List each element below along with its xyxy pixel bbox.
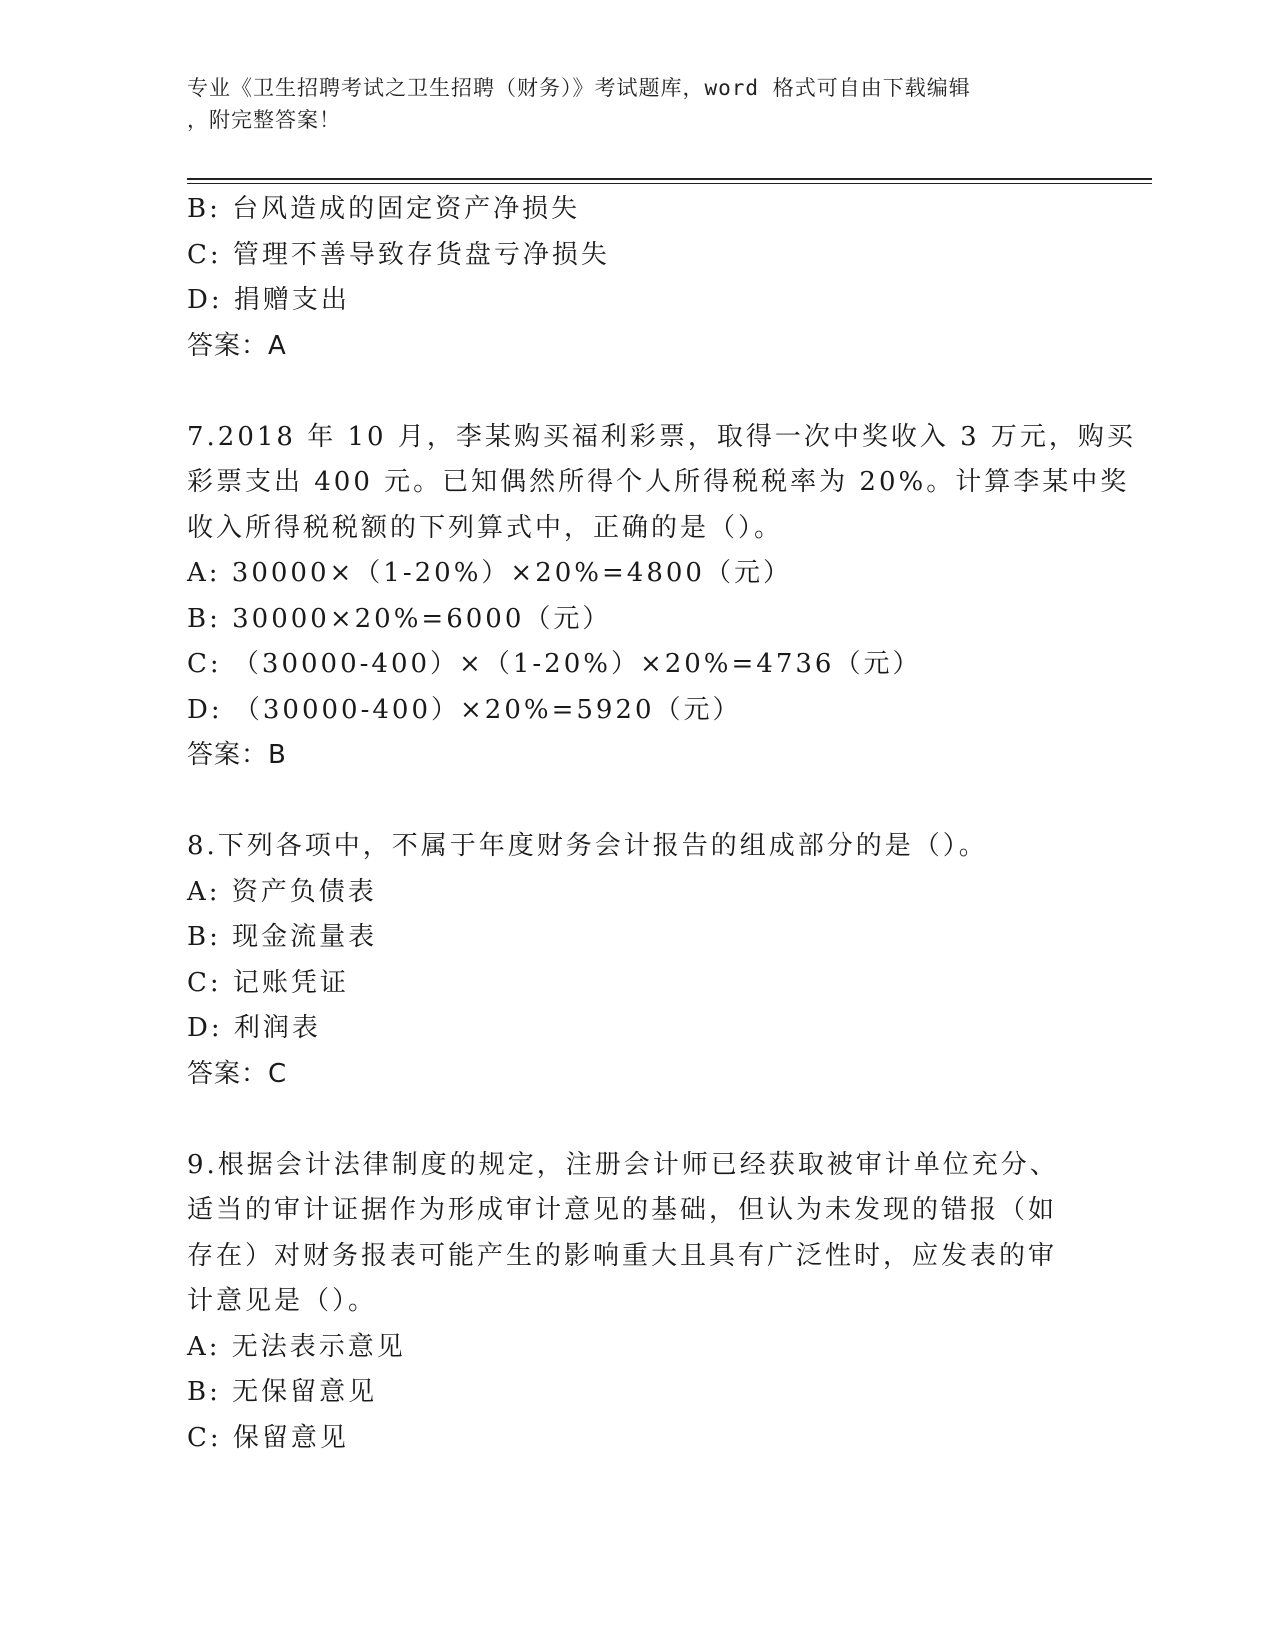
q8-answer: 答案：C [187,1058,288,1089]
header-line-1: 专业《卫生招聘考试之卫生招聘（财务）》考试题库，word 格式可自由下载编辑 [187,76,971,100]
q6-option-b: B: 台风造成的固定资产净损失 [187,194,581,224]
q6-option-c: C: 管理不善导致存货盘亏净损失 [187,239,610,270]
q7-stem-line-2: 彩票支出 400 元。已知偶然所得个人所得税税率为 20%。计算李某中奖 [187,467,1130,497]
q9-stem-line-2: 适当的审计证据作为形成审计意见的基础，但认为未发现的错报（如 [187,1195,1058,1225]
spacer [187,779,1087,825]
q9-option-a: A: 无法表示意见 [187,1331,406,1362]
header-line-2: ，附完整答案！ [187,108,341,132]
q7-answer: 答案：B [187,740,287,770]
question-7 [187,415,1136,779]
q9-option-c: C: 保留意见 [187,1422,349,1453]
q9-stem-line-3: 存在）对财务报表可能产生的影响重大且具有广泛性时，应发表的审 [187,1240,1058,1271]
q7-option-c: C: （30000-400）×（1-20%）×20%=4736（元） [187,649,922,679]
q7-stem-line-1: 7.2018 年 10 月，李某购买福利彩票，取得一次中奖收入 3 万元，购买 [187,421,1136,452]
header-divider-thin [187,183,1152,184]
q7-option-b: B: 30000×20%=6000（元） [187,603,612,634]
q7-option-d: D: （30000-400）×20%=5920（元） [187,694,742,725]
q8-stem-line-1: 8.下列各项中，不属于年度财务会计报告的组成部分的是（）。 [187,831,988,861]
q7-option-a: A: 30000×（1-20%）×20%=4800（元） [187,558,792,588]
spacer [187,369,1087,415]
document-body [187,187,1136,1461]
q9-stem-line-1: 9.根据会计法律制度的规定，注册会计师已经获取被审计单位充分、 [187,1149,1059,1180]
q6-answer: 答案：A [187,330,287,361]
document-header [187,72,1067,136]
q8-option-b: B: 现金流量表 [187,922,378,952]
q9-stem-line-4: 计意见是（）。 [187,1286,378,1316]
q6-option-d: D: 捐赠支出 [187,285,350,315]
q9-option-b: B: 无保留意见 [187,1377,378,1407]
question-6-continuation [187,187,1087,369]
q8-option-a: A: 资产负债表 [187,876,377,907]
question-9 [187,1143,1087,1462]
header-divider-thick [187,178,1152,180]
spacer [187,1097,1087,1143]
q7-stem-line-3: 收入所得税税额的下列算式中，正确的是（）。 [187,512,784,543]
question-8 [187,824,1087,1097]
q8-option-c: C: 记账凭证 [187,967,349,998]
q8-option-d: D: 利润表 [187,1013,321,1043]
